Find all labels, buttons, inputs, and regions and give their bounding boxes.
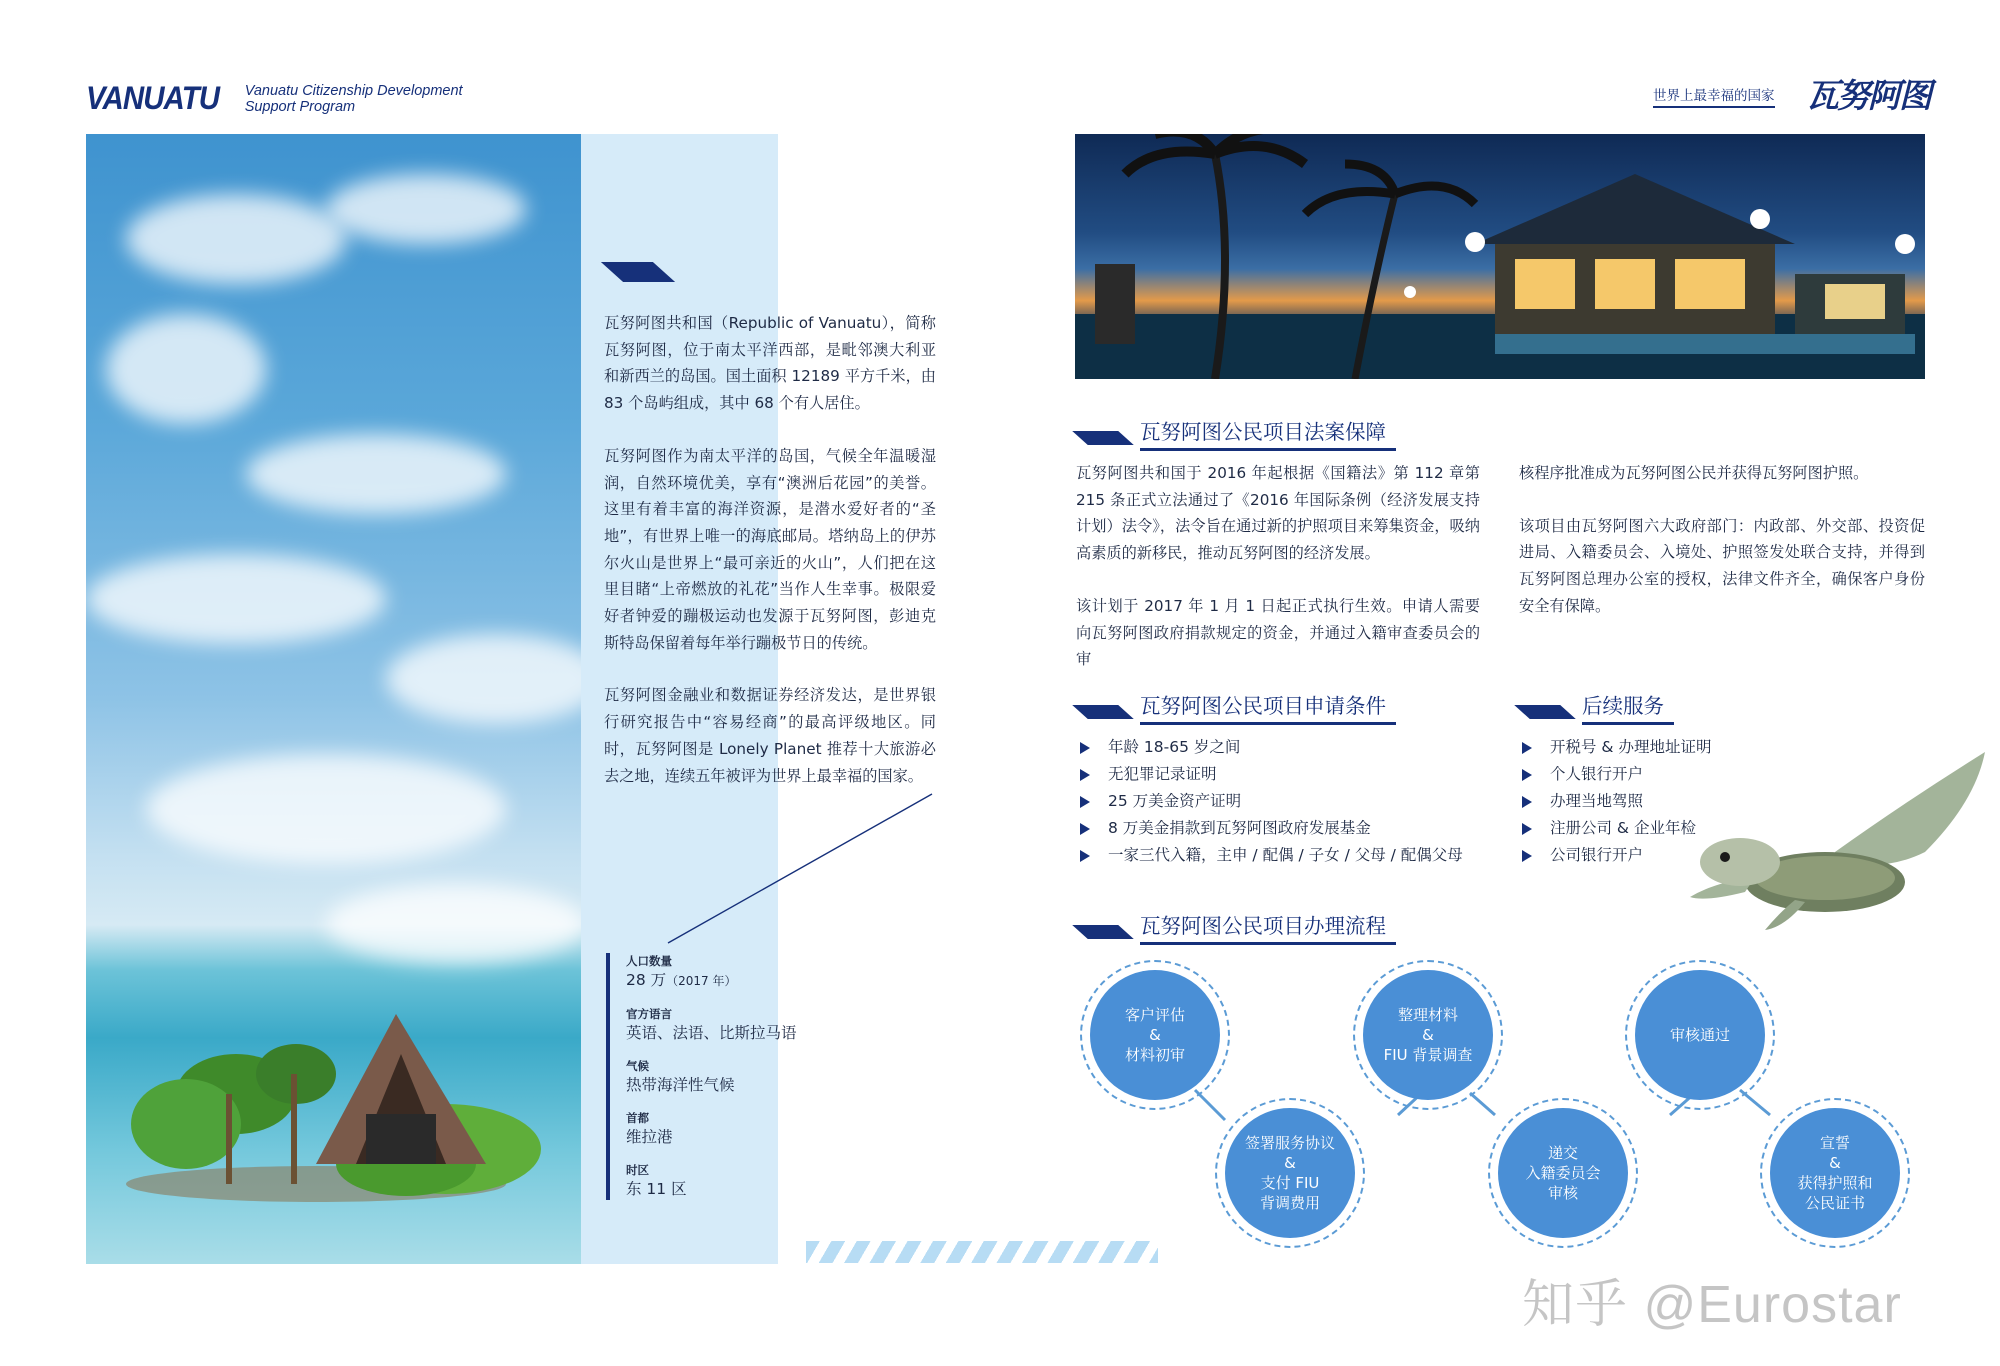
zhihu-watermark: 知乎 @Eurostar [1522,1276,1902,1334]
step-line: 客户评估 [1124,1006,1185,1024]
slogan: 世界上最幸福的国家 [1653,84,1775,108]
process-flowchart [1070,955,1950,1275]
resort-photo [1075,134,1925,379]
fact-label: 时区 [626,1163,649,1177]
intro-paragraph-1: 瓦努阿图共和国（Republic of Vanuatu），简称瓦努阿图，位于南太平洋西部，是毗邻澳大利亚和新西兰的岛国。国土面积 12189 平方千米，由 83 个岛屿组成，其中 68 个有人居住。 [604,314,936,413]
services-title: 后续服务 [1582,689,1674,725]
fact-value: 28 万 [626,971,667,989]
intro-paragraph-3: 瓦努阿图金融业和数据证券经济发达，是世界银行研究报告中“容易经商”的最高评级地区。同时，瓦努阿图是 Lonely Planet 推荐十大旅游必去之地，连续五年被评为世界上最幸福的国家。 [604,686,936,785]
fact-label: 官方语言 [626,1007,672,1021]
process-step-4 [1488,1098,1638,1248]
fact-value: 热带海洋性气候 [626,1076,735,1094]
connector-line [660,790,940,950]
program-brand [86,80,463,117]
vanuatu-intro-text [604,310,936,815]
fact-value: 维拉港 [626,1128,673,1146]
legal-paragraph-2: 该计划于 2017 年 1 月 1 日起正式执行生效。申请人需要向瓦努阿图政府捐款规定的资金，并通过入籍审查委员会的审 [1076,596,1480,669]
process-section-title [1080,909,1396,945]
process-step-3 [1353,960,1503,1110]
step-line: 审核通过 [1669,1026,1730,1044]
process-title: 瓦努阿图公民项目办理流程 [1140,909,1396,945]
list-item: 年龄 18-65 岁之间 [1077,734,1497,761]
fact-label: 首都 [626,1111,649,1125]
step-line: 审核 [1547,1184,1578,1202]
step-line: 宣誓 [1819,1134,1850,1152]
title-marker [1514,705,1576,719]
step-line: & [1829,1154,1841,1172]
legal-paragraph-1: 瓦努阿图共和国于 2016 年起根据《国籍法》第 112 章第 215 条正式立法通过了《2016 年国际条例（经济发展支持计划）法令》，法令旨在通过新的护照项目来筹集资金，吸纳高素质的新移民，推动瓦努阿图的经济发展。 [1076,464,1480,563]
step-line: & [1284,1154,1296,1172]
fact-capital [626,1110,797,1148]
fact-value: 英语、法语、比斯拉马语 [626,1024,797,1042]
legal-column-1 [1076,460,1480,699]
fact-population [626,953,797,992]
legal-paragraph-4: 该项目由瓦努阿图六大政府部门：内政部、外交部、投资促进局、入籍委员会、入境处、护照签发处联合支持，并得到瓦努阿图总理办公室的授权，法律文件齐全，确保客户身份安全有保障。 [1519,516,1925,615]
process-step-2 [1215,1098,1365,1248]
list-item: 个人银行开户 [1519,761,1779,788]
program-subtitle-line1: Vanuatu Citizenship Development [244,82,463,99]
step-line: FIU 背景调查 [1383,1046,1473,1064]
step-line: 公民证书 [1804,1194,1865,1212]
step-line: 递交 [1547,1144,1578,1162]
island-hut-illustration [116,1014,546,1204]
vanuatu-logo: VANUATU [86,80,220,116]
step-line: 支付 FIU [1260,1174,1320,1192]
list-item: 25 万美金资产证明 [1077,788,1497,815]
fact-label: 人口数量 [626,954,672,968]
resort-night-illustration [1075,134,1925,379]
program-subtitle-line2: Support Program [244,98,356,115]
services-section-title [1522,689,1674,725]
title-marker [1072,925,1134,939]
country-facts [606,953,797,1200]
process-step-1 [1080,960,1230,1110]
fact-value: 东 11 区 [626,1180,687,1198]
legal-title: 瓦努阿图公民项目法案保障 [1140,415,1396,451]
title-marker [1072,705,1134,719]
list-item: 一家三代入籍，主申 / 配偶 / 子女 / 父母 / 配偶父母 [1077,842,1497,869]
fact-note: （2017 年） [666,974,737,988]
legal-column-2 [1519,460,1925,646]
list-item: 无犯罪记录证明 [1077,761,1497,788]
step-line: 签署服务协议 [1244,1134,1335,1152]
vanuatu-cn-logo: 瓦努阿图 [1806,76,1930,115]
list-item: 开税号 & 办理地址证明 [1519,734,1779,761]
intro-paragraph-2: 瓦努阿图作为南太平洋的岛国，气候全年温暖湿润，自然环境优美，享有“澳洲后花园”的美誉。这里有着丰富的海洋资源，是潜水爱好者的“圣地”，有世界上唯一的海底邮局。塔纳岛上的伊苏尔火山是世界上“最可亲近的火山”，人们把在这里目睹“上帝燃放的礼花”当作人生幸事。极限爱好者钟爱的蹦极运动也发源于瓦努阿图，彭迪克斯特岛保留着每年举行蹦极节日的传统。 [604,446,936,652]
conditions-section-title [1080,689,1396,725]
sea-turtle-illustration [1685,742,2000,932]
step-line: & [1149,1026,1161,1044]
fact-climate [626,1058,797,1096]
title-marker [1072,431,1134,445]
island-photo [86,134,581,1264]
list-item: 注册公司 & 企业年检 [1519,815,1779,842]
program-subtitle [245,83,463,115]
conditions-list [1077,734,1497,869]
process-step-5 [1625,960,1775,1110]
step-line: 背调费用 [1259,1194,1320,1212]
step-line: 获得护照和 [1797,1174,1873,1192]
step-line: 入籍委员会 [1525,1164,1601,1182]
step-line: & [1422,1026,1434,1044]
process-step-6 [1760,1098,1910,1248]
fact-language [626,1006,797,1044]
legal-paragraph-3: 核程序批准成为瓦努阿图公民并获得瓦努阿图护照。 [1519,464,1869,482]
step-line: 材料初审 [1124,1046,1185,1064]
legal-section-title [1080,415,1396,451]
conditions-title: 瓦努阿图公民项目申请条件 [1140,689,1396,725]
list-item: 公司银行开户 [1519,842,1779,869]
fact-label: 气候 [626,1059,649,1073]
step-line: 整理材料 [1397,1006,1458,1024]
fact-timezone [626,1162,797,1200]
list-item: 8 万美金捐款到瓦努阿图政府发展基金 [1077,815,1497,842]
list-item: 办理当地驾照 [1519,788,1779,815]
